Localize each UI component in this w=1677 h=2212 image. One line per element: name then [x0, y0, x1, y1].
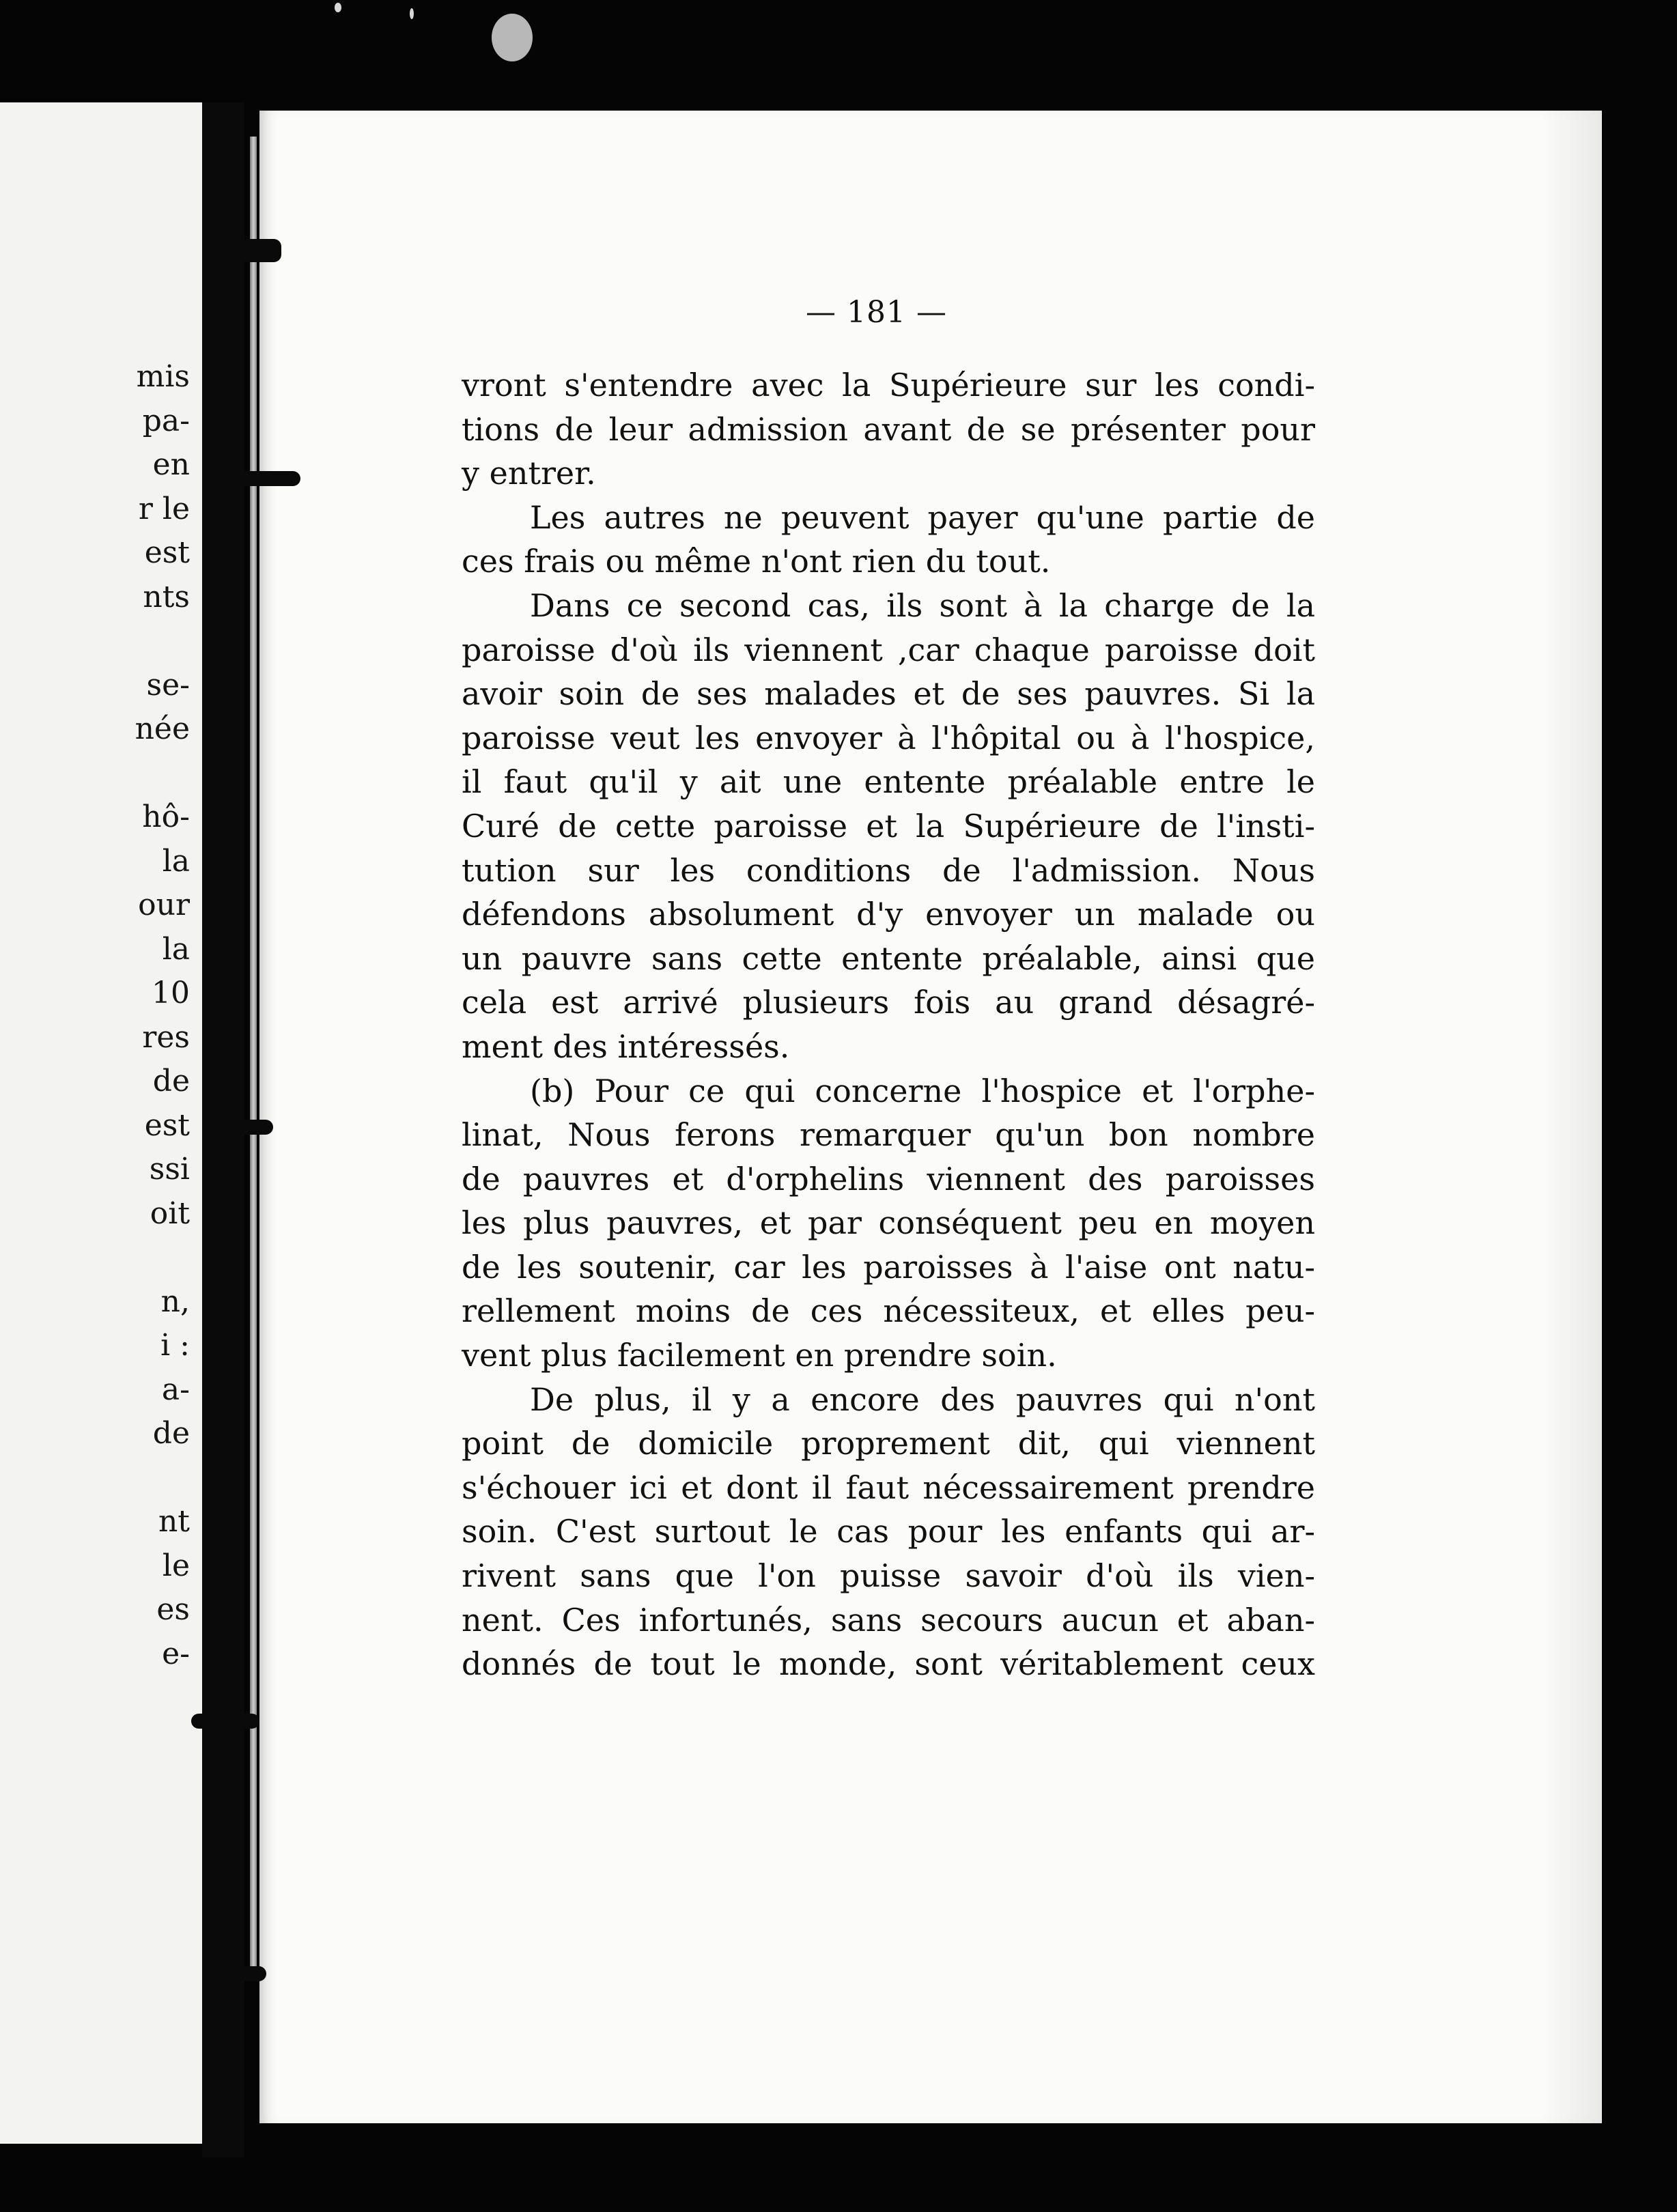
binding-stitch: [205, 1120, 273, 1135]
text-line: tution sur les conditions de l'admission. Nous: [462, 851, 1315, 889]
text-line: cela est arrivé plusieurs fois au grand désagré-: [462, 984, 1315, 1021]
text-line: de pauvres et d'orphelins viennent des paroisses: [462, 1160, 1315, 1197]
fragment-line: pa-: [142, 403, 190, 438]
text-line: donnés de tout le monde, sont véritablement ceux: [462, 1645, 1315, 1683]
dust-speck: [492, 14, 533, 61]
fragment-line: est: [144, 535, 190, 570]
page-number: — 181 —: [806, 295, 947, 330]
text-line: y entrer.: [462, 455, 596, 492]
fragment-line: [135, 1236, 190, 1280]
text-line: défendons absolument d'y envoyer un malade ou: [462, 896, 1315, 933]
fragment-line: [135, 619, 190, 664]
binding-stitch: [239, 471, 300, 486]
text-line: avoir soin de ses malades et de ses pauvres. Si la: [462, 675, 1315, 713]
text-line: ces frais ou même n'ont rien du tout.: [462, 543, 1051, 580]
fragment-line: es: [156, 1592, 190, 1627]
spine-highlight: [250, 137, 257, 1980]
text-line: nent. Ces infortunés, sans secours aucun et aban-: [462, 1601, 1315, 1639]
fragment-line: est: [144, 1107, 190, 1143]
fragment-line: nts: [143, 579, 190, 614]
fragment-line: nt: [158, 1504, 190, 1539]
binding-stitch: [240, 239, 281, 262]
dust-speck: [335, 3, 341, 12]
text-line: point de domicile proprement dit, qui viennent: [462, 1425, 1315, 1462]
fragment-line: [135, 1456, 190, 1501]
fragment-line: mis: [136, 359, 190, 394]
fragment-line: de: [152, 1064, 190, 1098]
dust-speck: [410, 8, 414, 19]
fragment-line: se-: [146, 667, 190, 703]
text-line: vent plus facilement en prendre soin.: [462, 1337, 1057, 1374]
fragment-line: la: [162, 843, 190, 879]
text-line: paroisse veut les envoyer à l'hôpital ou à l'hospice,: [462, 719, 1315, 756]
fragment-line: la: [162, 931, 190, 967]
binding-stitch: [191, 1714, 259, 1729]
text-line: ment des intéressés.: [462, 1027, 790, 1065]
text-line: rellement moins de ces nécessiteux, et elles peu-: [462, 1292, 1315, 1330]
text-line: paroisse d'où ils viennent ,car chaque paroisse doit: [462, 631, 1315, 668]
text-line: il faut qu'il y ait une entente préalable entre le: [462, 763, 1315, 801]
fragment-line: née: [135, 711, 190, 746]
binding-stitch: [205, 1966, 266, 1981]
fragment-line: de: [152, 1416, 190, 1451]
text-line: tions de leur admission avant de se présenter pour: [462, 410, 1315, 448]
fragment-line: 10: [152, 976, 190, 1010]
text-line: (b) Pour ce qui concerne l'hospice et l'orphe-: [530, 1072, 1315, 1109]
previous-page-text-fragments: [135, 355, 190, 1676]
text-line: Dans ce second cas, ils sont à la charge de la: [530, 586, 1315, 624]
body-text: [462, 363, 1315, 1686]
fragment-line: res: [142, 1019, 190, 1055]
previous-page-edge: [0, 102, 205, 2144]
fragment-line: oit: [150, 1195, 190, 1231]
fragment-line: [135, 752, 190, 796]
text-line: soin. C'est surtout le cas pour les enfants qui ar-: [462, 1513, 1315, 1550]
text-line: De plus, il y a encore des pauvres qui n'ont: [530, 1380, 1315, 1418]
text-line: Curé de cette paroisse et la Supérieure de l'insti-: [462, 807, 1315, 845]
fragment-line: r le: [138, 491, 190, 526]
fragment-line: n,: [160, 1284, 190, 1319]
fragment-line: a-: [161, 1372, 190, 1407]
fragment-line: our: [138, 888, 190, 922]
text-line: linat, Nous ferons remarquer qu'un bon nombre: [462, 1116, 1315, 1154]
fragment-line: ssi: [149, 1152, 190, 1187]
text-line: les plus pauvres, et par conséquent peu en moyen: [462, 1204, 1315, 1242]
fragment-line: le: [162, 1548, 190, 1583]
text-line: vront s'entendre avec la Supérieure sur les condi-: [462, 367, 1315, 403]
fragment-line: i :: [160, 1328, 190, 1363]
text-line: Les autres ne peuvent payer qu'une partie de: [530, 498, 1315, 536]
text-line: rivent sans que l'on puisse savoir d'où ils vien-: [462, 1557, 1315, 1595]
page-edge-shadow: [1540, 111, 1602, 2123]
text-line: un pauvre sans cette entente préalable, ainsi que: [462, 939, 1315, 977]
text-line: s'échouer ici et dont il faut nécessairement prendre: [462, 1469, 1315, 1506]
fragment-line: hô-: [142, 799, 190, 834]
text-line: de les soutenir, car les paroisses à l'aise ont natu-: [462, 1248, 1315, 1286]
fragment-line: e-: [162, 1636, 190, 1671]
fragment-line: en: [152, 447, 190, 482]
